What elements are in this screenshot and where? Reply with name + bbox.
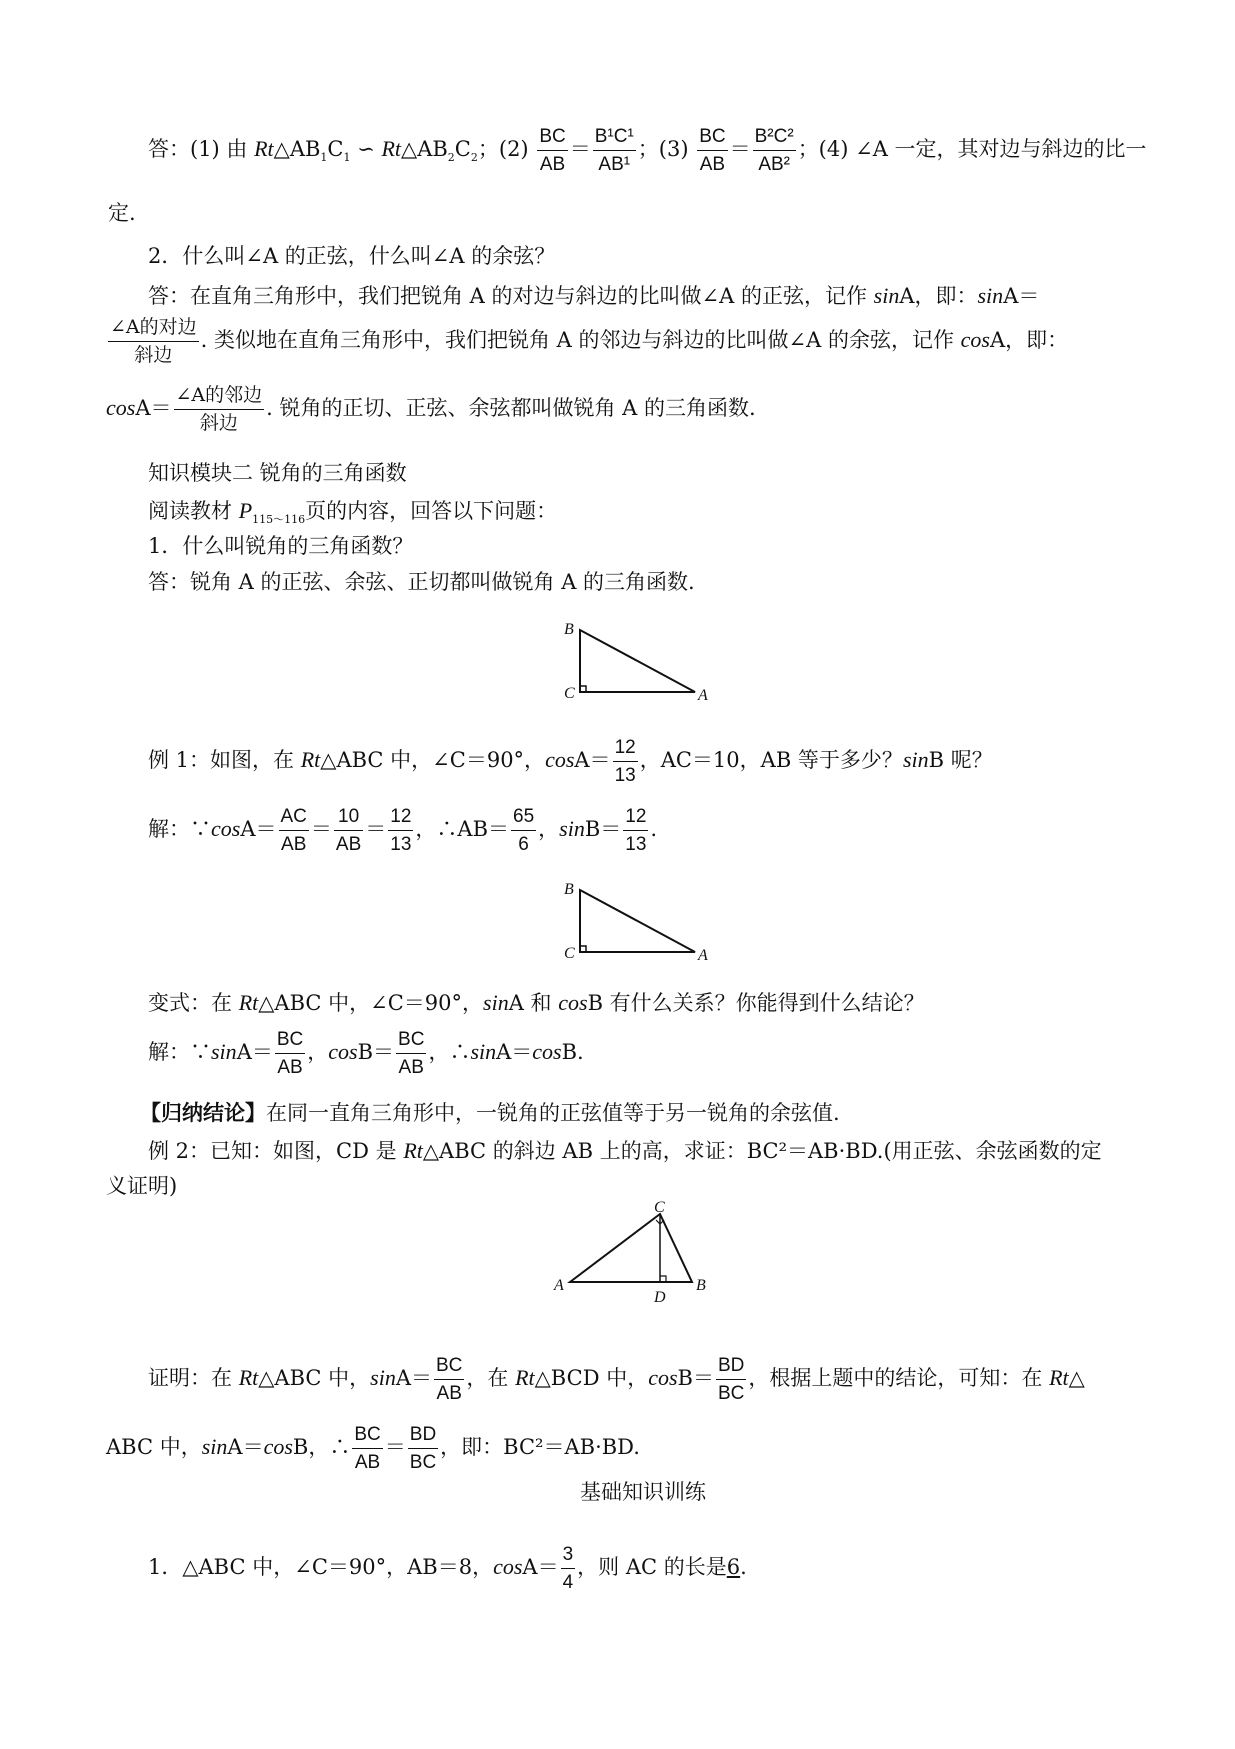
sin-label: sin	[370, 1365, 396, 1390]
sin-label: sin	[211, 1039, 237, 1064]
text: .	[740, 1555, 747, 1579]
vertex-label-b: B	[696, 1277, 706, 1294]
fraction: $\frac{\text{B¹C¹}}{\text{AB¹}}$	[594, 126, 634, 175]
text: 解：∵	[148, 817, 211, 841]
cos-label: cos	[532, 1039, 562, 1064]
rt-label: Rt	[300, 747, 321, 772]
triangle-figure-2	[560, 880, 720, 960]
text: B＝	[677, 1366, 714, 1390]
example2-proof-line1	[148, 1356, 1085, 1403]
text: ，在	[466, 1366, 509, 1390]
cos-label: cos	[328, 1039, 358, 1064]
variant-solution: 解：∵sinA＝ $\frac{BC}{AB}$ ，cosB＝ $\frac{BC}{AB}$ ，∴sinA＝cosB.	[148, 1029, 584, 1078]
module2-a1: 答：锐角 A 的正弦、余弦、正切都叫做锐角 A 的三角函数.	[148, 570, 695, 594]
text: A，即：	[899, 284, 978, 308]
text: 变式：在	[148, 991, 232, 1015]
cos-label: cos	[211, 816, 241, 841]
fraction: $\frac{12}{13}$	[614, 737, 636, 786]
q2-answer-line3	[106, 386, 756, 433]
fraction: $\frac{BC}{AB}$	[398, 1029, 425, 1078]
fraction: $\frac{BC}{AB}$	[539, 126, 566, 175]
cos-label: cos	[106, 395, 136, 420]
text: A＝	[227, 1435, 264, 1459]
example2-line2: 义证明)	[106, 1174, 178, 1198]
text: △ABC 中，∠C＝90°，	[320, 748, 546, 772]
text: . 类似地在直角三角形中，我们把锐角 A 的邻边与斜边的比叫做∠A 的余弦，记作	[200, 328, 954, 352]
vertex-label-a: A	[554, 1277, 564, 1294]
fraction: $\frac{BC}{AB}$	[276, 1029, 304, 1078]
vertex-label-c: C	[654, 1200, 665, 1216]
text: B.	[561, 1040, 584, 1064]
fraction: $\frac{3}{4}$	[562, 1544, 574, 1593]
conclusion-line	[140, 1102, 840, 1124]
q2-answer-line2	[106, 318, 1068, 365]
text: A＝	[135, 396, 172, 420]
rt-label: Rt	[1049, 1365, 1069, 1390]
vertex-label-d: D	[654, 1289, 666, 1306]
text: A＝	[236, 1040, 273, 1064]
example1-solution: 解：∵cosA＝ $\frac{AC}{AB}$ ＝ $\frac{10}{AB}$ ＝ $\frac{12}{13}$ ，∴AB＝ $\frac{65}{6}$ ，sinB＝ $\frac{12}{13}$ .	[148, 806, 658, 855]
text: 答：(1) 由	[148, 137, 248, 161]
sin-label: sin	[977, 283, 1004, 308]
text: △ABC 中，	[258, 1366, 371, 1390]
cos-label: cos	[648, 1365, 678, 1390]
text: 解：∵	[148, 1040, 211, 1064]
text: A，即：	[989, 328, 1069, 352]
rt-label: Rt	[381, 136, 402, 161]
triangle-abc	[580, 630, 695, 692]
q1-answer-line: 答：(1) 由 $Rt\triangle AB_1C_1$ ∽ $Rt\triangle AB_2C_2$；(2) $\frac{BC}{AB}$ ＝ $\frac{\text{B¹C¹}}{\text{AB¹}}$ ；(3) $\frac{BC}{AB}$ ＝ $\frac{\text{B²C²}}{\text{AB²}}$ ；(4) ∠A 一定，其对边与斜边的比一	[148, 126, 1147, 175]
variant-question	[148, 992, 925, 1014]
sin-label: sin	[902, 747, 929, 772]
text: ，AC＝10，AB 等于多少？	[639, 748, 903, 772]
fraction: $\frac{BD}{BC}$	[409, 1424, 437, 1473]
text: ；(2)	[477, 137, 529, 161]
text: 页的内容，回答以下问题：	[305, 499, 558, 523]
cos-label: cos	[558, 990, 588, 1015]
page-sub: 115～116	[252, 513, 306, 527]
q1-answer-cont: 定.	[108, 201, 136, 225]
text: △	[1068, 1366, 1085, 1390]
sin-label: sin	[559, 816, 585, 841]
vertex-label-a: A	[698, 687, 708, 700]
example2-line1	[148, 1140, 1102, 1162]
answer-blank: 6	[726, 1555, 741, 1579]
training-q1	[148, 1545, 747, 1592]
text: . 锐角的正切、正弦、余弦都叫做锐角 A 的三角函数.	[266, 396, 756, 420]
text: △ABC 的斜边 AB 上的高，求证：BC²＝AB·BD.(用正弦、余弦函数的定	[422, 1139, 1102, 1163]
rt-label: Rt	[403, 1138, 423, 1163]
fraction: $\frac{\text{∠A的邻边}}{\text{斜边}}$	[175, 384, 263, 434]
text: A＝	[574, 748, 611, 772]
text: ，根据上题中的结论，可知：在	[748, 1366, 1043, 1390]
vertex-label-a: A	[698, 947, 708, 960]
conclusion-text: 在同一直角三角形中，一锐角的正弦值等于另一锐角的余弦值.	[266, 1101, 840, 1125]
rt-label: Rt	[238, 1365, 259, 1390]
cos-label: cos	[263, 1434, 293, 1459]
cos-label: cos	[960, 327, 990, 352]
text: △ABC 中，∠C＝90°，	[258, 991, 484, 1015]
cos-label: cos	[493, 1554, 523, 1579]
text: ，即：BC²＝AB·BD.	[440, 1435, 640, 1459]
text: A＝	[1003, 284, 1040, 308]
text: ，则 AC 的长是	[577, 1555, 727, 1579]
text: B 呢？	[928, 748, 993, 772]
sin-label: sin	[470, 1039, 497, 1064]
text: △BCD 中，	[534, 1366, 649, 1390]
vertex-label-c: C	[564, 685, 575, 700]
text: 1．△ABC 中，∠C＝90°，AB＝8，	[148, 1555, 494, 1579]
text: A＝	[395, 1366, 432, 1390]
text: B，∴	[292, 1435, 351, 1459]
triangle-abc	[580, 890, 695, 952]
triangle-figure-1	[560, 620, 720, 700]
fraction: $\frac{BC}{AB}$	[436, 1355, 463, 1404]
text: A＝	[240, 817, 277, 841]
text: 例 1：如图，在	[148, 748, 295, 772]
triangle-abc	[570, 1214, 692, 1282]
vertex-label-b: B	[564, 881, 574, 898]
text: A 和	[508, 991, 552, 1015]
text: 答：在直角三角形中，我们把锐角 A 的对边与斜边的比叫做∠A 的正弦，记作	[148, 284, 867, 308]
rt-label: Rt	[515, 1365, 535, 1390]
rt-label: Rt	[254, 136, 274, 161]
text: A＝	[496, 1040, 533, 1064]
text: △AB	[273, 137, 321, 161]
fraction: $\frac{12}{13}$	[390, 806, 412, 855]
text: △AB	[401, 137, 448, 161]
training-title: 基础知识训练	[580, 1480, 706, 1504]
fraction: $\frac{10}{AB}$	[335, 806, 362, 855]
text: 例 2：已知：如图，CD 是	[148, 1139, 397, 1163]
q2-answer-line1	[148, 285, 1039, 307]
vertex-label-b: B	[564, 621, 574, 638]
sin-label: sin	[483, 990, 509, 1015]
q2-question: 2．什么叫∠A 的正弦，什么叫∠A 的余弦？	[148, 244, 556, 268]
example2-proof-line2: ABC 中，sinA＝cosB，∴ $\frac{BC}{AB}$ ＝ $\frac{BD}{BC}$ ，即：BC²＝AB·BD.	[106, 1424, 640, 1473]
vertex-label-c: C	[564, 945, 575, 960]
example1-question	[148, 738, 993, 785]
fraction: $\frac{BC}{AB}$	[354, 1424, 381, 1473]
text: B 有什么关系？你能得到什么结论？	[587, 991, 925, 1015]
fraction: $\frac{65}{6}$	[513, 806, 535, 855]
fraction: $\frac{\text{∠A的对边}}{\text{斜边}}$	[110, 316, 197, 366]
text: ；(4) ∠A 一定，其对边与斜边的比一	[797, 137, 1147, 161]
conclusion-label: 【归纳结论】	[140, 1100, 266, 1125]
fraction: $\frac{BD}{BC}$	[717, 1355, 745, 1404]
text: A＝	[522, 1555, 559, 1579]
similar-sign: ∽	[357, 137, 375, 161]
text: 阅读教材	[148, 499, 232, 523]
text: ，∴AB＝	[415, 817, 510, 841]
fraction: $\frac{AC}{AB}$	[280, 806, 307, 855]
text: B＝	[357, 1040, 395, 1064]
fraction: $\frac{\text{B²C²}}{\text{AB²}}$	[754, 126, 794, 175]
text: ABC 中，	[106, 1435, 202, 1459]
page-ref: P	[238, 498, 253, 523]
module2-title: 知识模块二 锐角的三角函数	[148, 461, 407, 485]
fraction: $\frac{12}{13}$	[625, 806, 647, 855]
text: B＝	[584, 817, 622, 841]
module2-q1: 1．什么叫锐角的三角函数？	[148, 534, 414, 558]
sin-label: sin	[201, 1434, 228, 1459]
text: 证明：在	[148, 1366, 232, 1390]
sin-label: sin	[873, 283, 900, 308]
fraction: $\frac{BC}{AB}$	[699, 126, 726, 175]
text: ∴	[449, 1040, 471, 1064]
triangle-figure-3	[550, 1200, 720, 1310]
rt-label: Rt	[238, 990, 259, 1015]
module2-read	[148, 500, 557, 525]
text: ；(3)	[637, 137, 689, 161]
cos-label: cos	[545, 747, 575, 772]
